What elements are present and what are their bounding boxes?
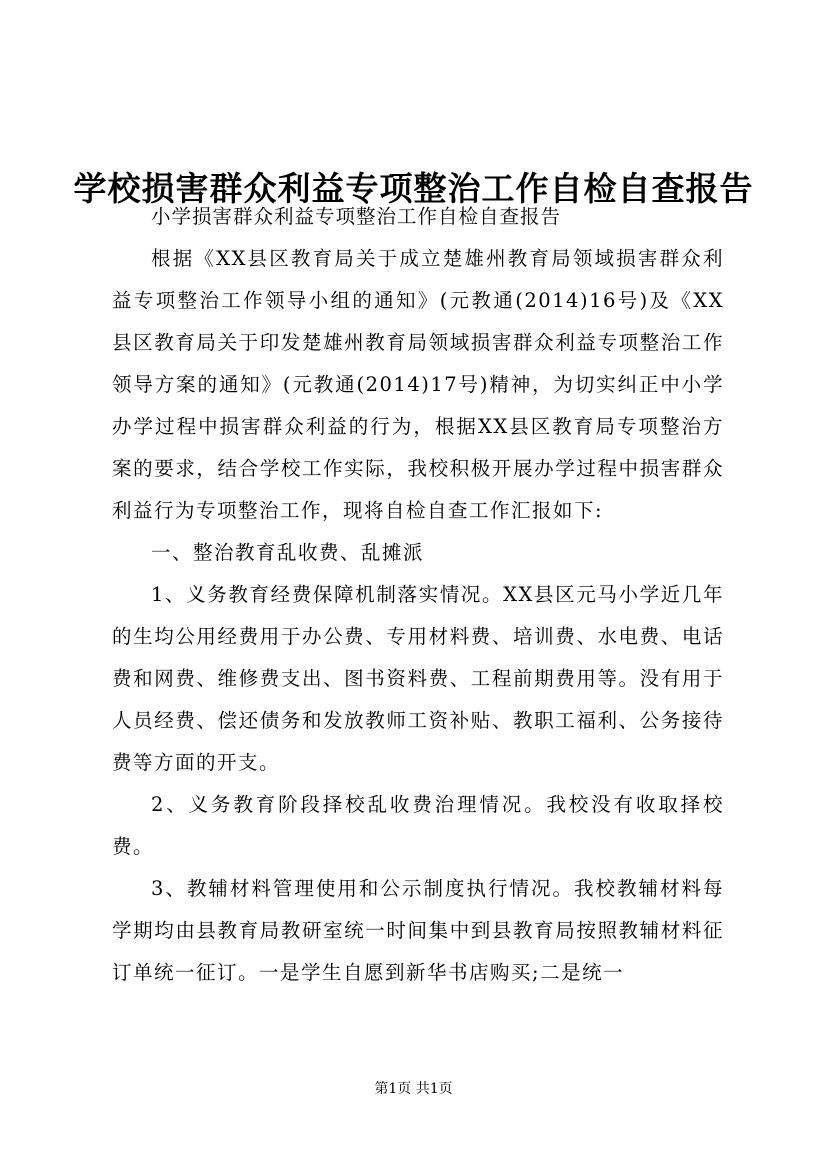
page-number-footer: 第1页 共1页 [374,1081,453,1097]
document-title: 学校损害群众利益专项整治工作自检自查报告 [73,169,754,209]
section-heading: 一、整治教育乱收费、乱摊派 [151,541,425,564]
intro-paragraph: 根据《XX县区教育局关于成立楚雄州教育局领域损害群众利益专项整治工作领导小组的通知》(元教通(2014)16号)及《XX县区教育局关于印发楚雄州教育局领域损害群众利益专项整治工作领导方案的通知》(元教通(2014)17号)精神，为切实纠正中小学办学过程中损害群众利益的行为，根据XX县区教育局专项整治方案的要求，结合学校工作实际，我校积极开展办学过程中损害群众利益行为专项整治工作，现将自检自查工作汇报如下: [112,247,724,522]
item-1-paragraph: 1、义务教育经费保障机制落实情况。XX县区元马小学近几年的生均公用经费用于办公费、专用材料费、培训费、水电费、电话费和网费、维修费支出、图书资料费、工程前期费用等。没有用于人员经费、偿还债务和发放教师工资补贴、教职工福利、公务接待费等方面的开支。 [112,583,724,774]
document-subtitle: 小学损害群众利益专项整治工作自检自查报告 [151,205,562,228]
document-body [112,196,724,994]
item-3-paragraph: 3、教辅材料管理使用和公示制度执行情况。我校教辅材料每学期均由县教育局教研室统一时间集中到县教育局按照教辅材料征订单统一征订。一是学生自愿到新华书店购买;二是统一 [112,877,724,984]
item-2-paragraph: 2、义务教育阶段择校乱收费治理情况。我校没有收取择校费。 [112,793,724,858]
